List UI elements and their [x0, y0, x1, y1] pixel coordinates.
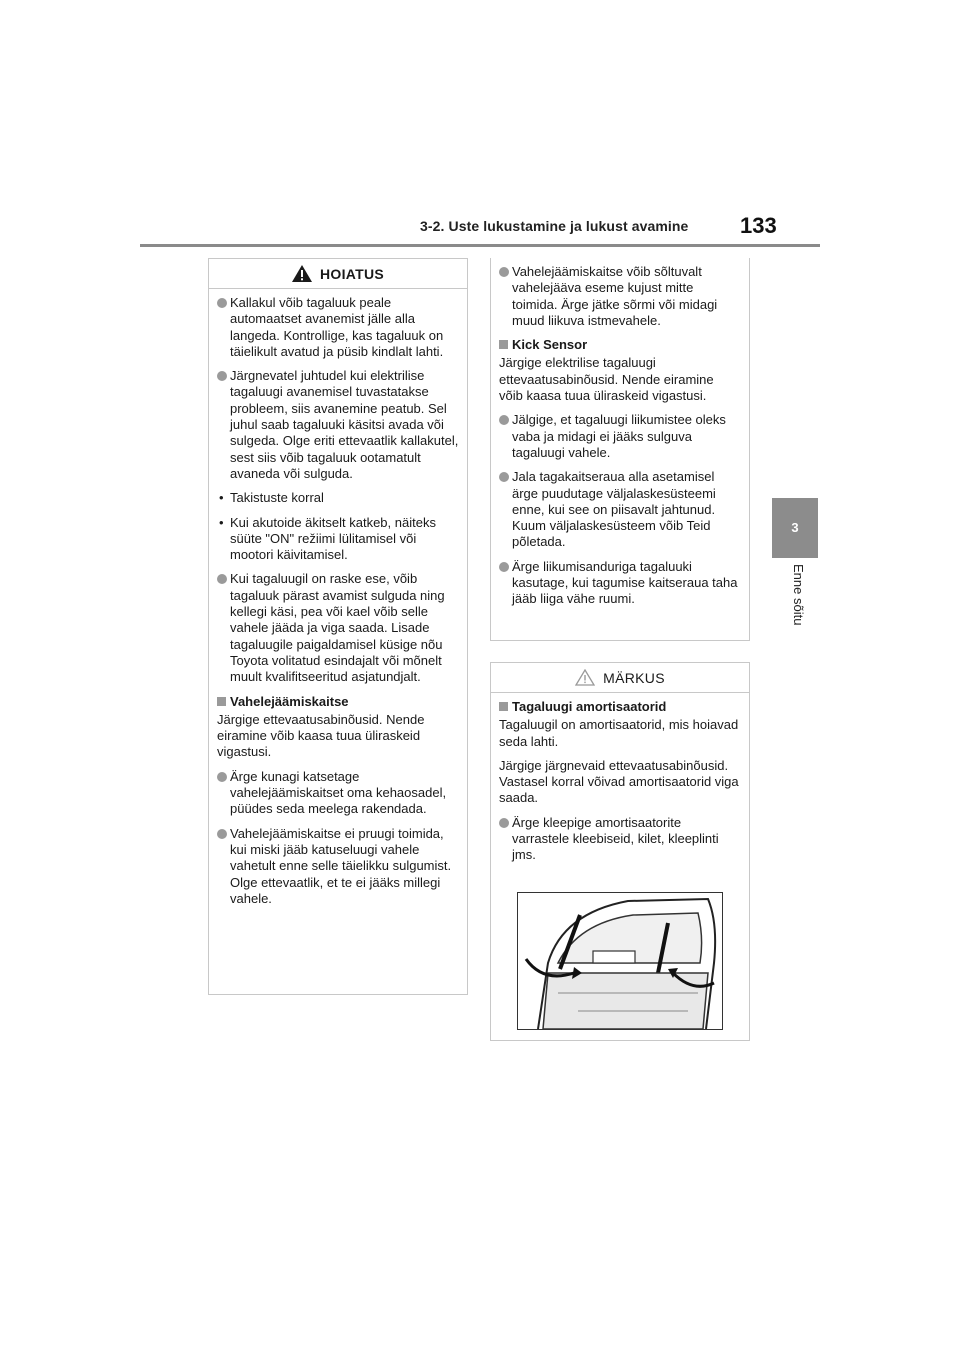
paragraph: Järgige järgnevaid ettevaatusabinõusid. Vastasel korral võivad amortisaatorid viga saada.	[499, 757, 739, 806]
bullet-dot-icon	[499, 562, 509, 572]
bullet-text: Järgnevatel juhtudel kui elektrilise tagaluugi avanemisel tuvastatakse probleem, siis avanemine peatub. Sel juhul saab tagaluuki käsitsi avada või sulgeda. Olge eriti ettevaatlik kallakutel, sest siis võib tagaluuk ootamatult avaneda või sulguda.	[230, 368, 459, 481]
subsection-heading	[217, 694, 459, 710]
bullet-item	[217, 368, 459, 482]
dash-item	[217, 490, 459, 506]
notice-box	[490, 662, 750, 1041]
bullet-text: Ärge liikumisanduriga tagaluuki kasutage, kui tagumise kaitseraua taha jääb liiga vähe ruumi.	[512, 558, 738, 607]
bullet-item	[499, 412, 741, 461]
dash-item	[217, 515, 459, 564]
caution-outline-triangle-icon	[575, 669, 595, 686]
heading-text: Tagaluugi amortisaatorid	[512, 699, 667, 714]
bullet-dot-icon	[217, 772, 227, 782]
paragraph: Tagaluugil on amortisaatorid, mis hoiavad seda lahti.	[499, 717, 739, 749]
small-bullet-icon: •	[219, 490, 224, 506]
notice-box-header	[491, 663, 749, 693]
bullet-dot-icon	[499, 472, 509, 482]
chapter-number-tab: 3	[772, 498, 818, 558]
warning-box-header	[209, 259, 467, 289]
warning-title: HOIATUS	[319, 265, 385, 282]
warning-box-body	[209, 289, 467, 925]
bullet-item	[217, 769, 459, 818]
notice-title: MÄRKUS	[603, 669, 665, 686]
bullet-text: Ärge kleepige amortisaatorite varrastele kleebiseid, kilet, kleeplinti jms.	[512, 814, 719, 863]
bullet-text: Vahelejäämiskaitse võib sõltuvalt vahelejääva eseme kujust mitte toimida. Ärge jätke sõrmi või midagi muud liikuva istmevahele.	[512, 264, 718, 328]
square-bullet-icon	[217, 697, 226, 706]
section-title: 3-2. Uste lukustamine ja lukust avamine	[420, 218, 689, 234]
bullet-dot-icon	[217, 574, 227, 584]
bullet-item	[217, 571, 459, 685]
warning-box	[208, 258, 468, 995]
bullet-item	[499, 264, 741, 329]
warning-triangle-icon	[292, 265, 312, 282]
paragraph: Järgige elektrilise tagaluugi ettevaatusabinõusid. Nende eiramine võib kaasa tuua üliraskeid vigastusi.	[499, 355, 714, 404]
bullet-dot-icon	[217, 829, 227, 839]
warning-continued-body	[491, 258, 749, 626]
bullet-dot-icon	[217, 371, 227, 381]
bullet-dot-icon	[499, 415, 509, 425]
subsection-heading	[499, 337, 741, 353]
bullet-item	[499, 469, 741, 550]
bullet-item	[499, 815, 741, 864]
bullet-text: Jälgige, et tagaluugi liikumistee oleks vaba ja midagi ei jääks sulguva tagaluugi vahele.	[512, 412, 726, 460]
dash-text: Kui akutoide äkitselt katkeb, näiteks süüte "ON" režiimi lülitamisel või mootori käivitamisel.	[230, 514, 436, 563]
paragraph: Järgige ettevaatusabinõusid. Nende eiramine võib kaasa tuua üliraskeid vigastusi.	[217, 711, 425, 760]
heading-text: Kick Sensor	[512, 337, 588, 353]
bullet-item	[217, 295, 459, 360]
tailgate-damper-illustration	[517, 892, 723, 1030]
small-bullet-icon: •	[219, 514, 224, 530]
notice-box-body	[491, 693, 749, 882]
bullet-dot-icon	[217, 298, 227, 308]
bullet-item	[217, 826, 459, 907]
subsection-heading	[499, 699, 741, 715]
bullet-text: Ärge kunagi katsetage vahelejäämiskaitset oma kehaosadel, püüdes seda meelega rakendada.	[230, 768, 447, 817]
warning-continued-box	[490, 258, 750, 641]
bullet-dot-icon	[499, 818, 509, 828]
bullet-item	[499, 559, 741, 608]
bullet-text: Kallakul võib tagaluuk peale automaatset avanemist jälle alla langeda. Kontrollige, kas tagaluuk on täielikult avatud ja püsib kindlalt lahti.	[230, 295, 444, 359]
header-rule	[140, 244, 820, 247]
chapter-label: Enne sõitu	[791, 564, 806, 626]
bullet-text: Vahelejäämiskaitse ei pruugi toimida, kui miski jääb katuseluugi vahele vahetult enne selle täielikku sulgumist. Olge ettevaatlik, et te ei jääks millegi vahele.	[230, 825, 452, 906]
bullet-dot-icon	[499, 267, 509, 277]
page-number: 133	[740, 213, 777, 238]
bullet-text: Kui tagaluugil on raske ese, võib tagaluuk pärast avamist sulguda ning kellegi käsi, pea või kael võib selle vahele jääda ja viga saada. Lisade tagaluugile paigaldamisel küsige nõu Toyota volitatud esindajalt või mõnelt muult kvalifitseeritud asjatundjalt.	[230, 571, 445, 685]
square-bullet-icon	[499, 702, 508, 711]
square-bullet-icon	[499, 340, 508, 349]
bullet-text: Jala tagakaitseraua alla asetamisel ärge puudutage väljalaskesüsteemi enne, kui see on piisavalt jahtunud. Kuum väljalaskesüsteem võib Teid põletada.	[512, 469, 716, 550]
heading-text: Vahelejäämiskaitse	[230, 693, 349, 709]
dash-text: Takistuste korral	[230, 490, 324, 506]
